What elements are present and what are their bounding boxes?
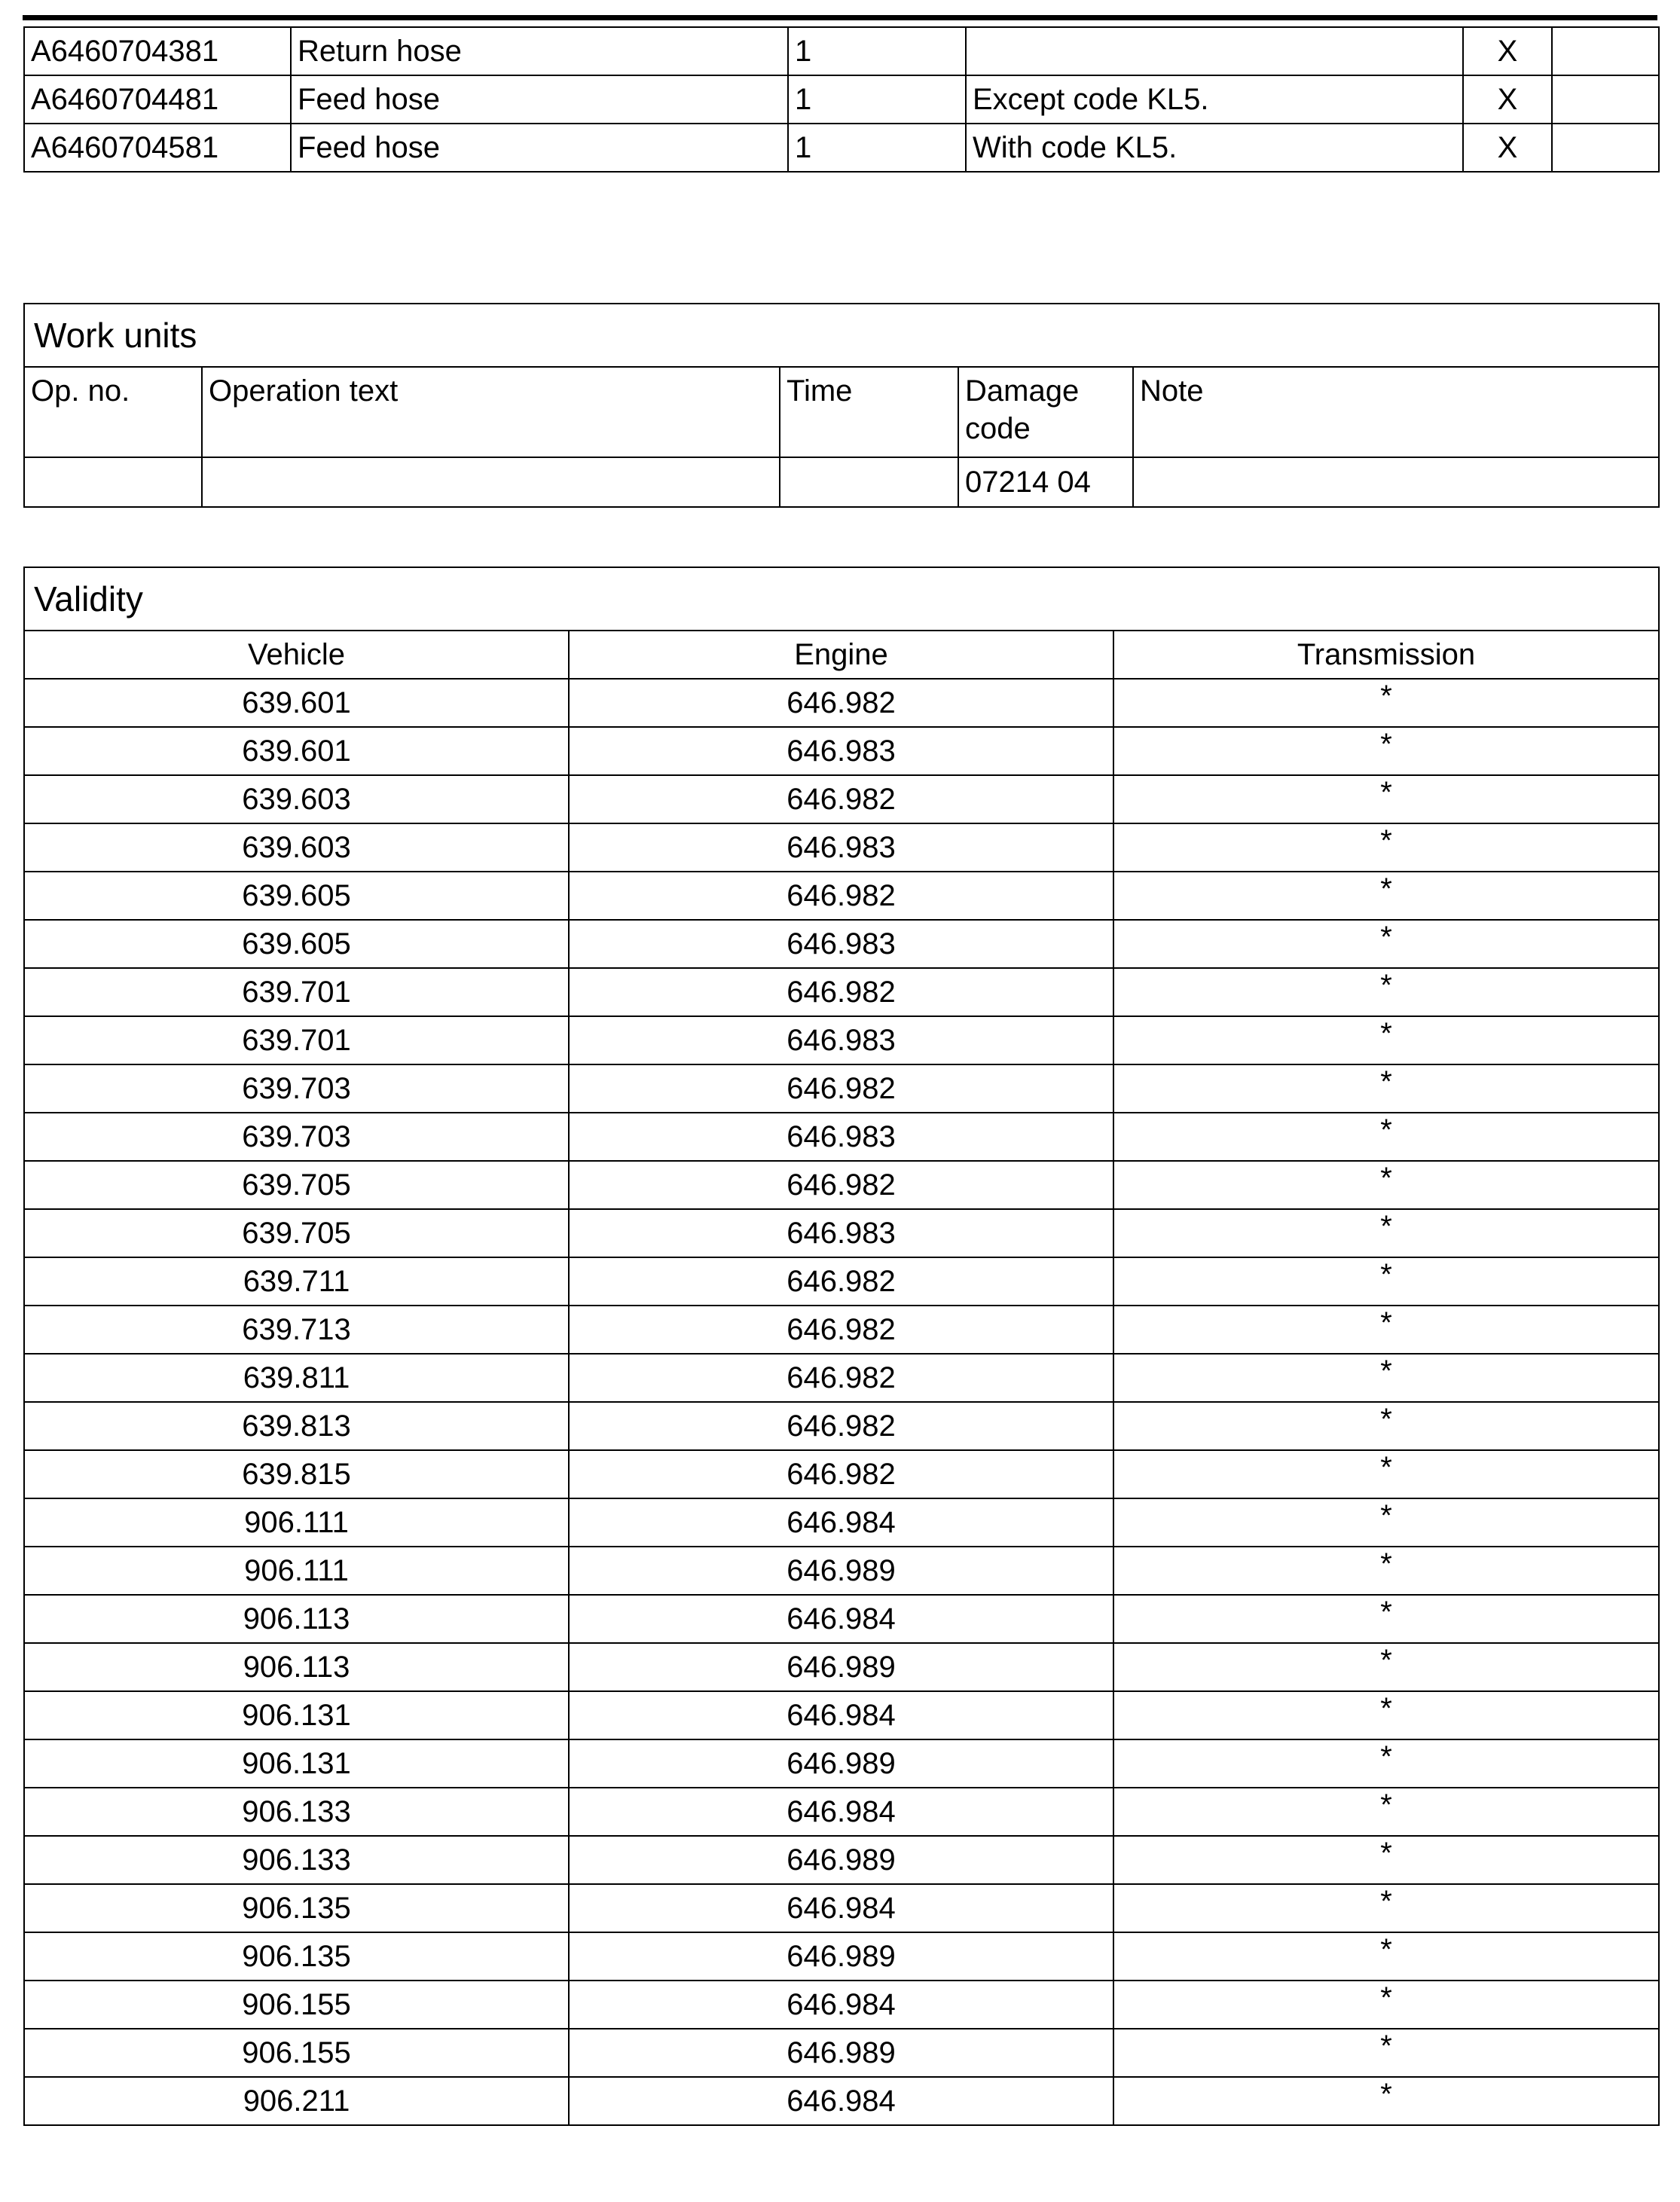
validity-row (24, 1788, 1659, 1836)
work-units-table (23, 303, 1660, 508)
engine-cell: 646.983 (569, 823, 1113, 872)
engine-cell: 646.984 (569, 2077, 1113, 2125)
description-cell: Feed hose (291, 75, 788, 124)
validity-row (24, 968, 1659, 1016)
engine-cell: 646.989 (569, 1547, 1113, 1595)
engine-cell: 646.982 (569, 1161, 1113, 1209)
vehicle-cell: 639.701 (24, 968, 569, 1016)
description-cell: Feed hose (291, 124, 788, 172)
validity-row (24, 1547, 1659, 1595)
engine-cell: 646.982 (569, 1306, 1113, 1354)
validity-row (24, 1257, 1659, 1306)
transmission-cell: * (1113, 775, 1659, 823)
validity-row (24, 775, 1659, 823)
vehicle-cell: 906.133 (24, 1788, 569, 1836)
transmission-cell: * (1113, 1402, 1659, 1450)
validity-row (24, 920, 1659, 968)
work-units-header-row (24, 367, 1659, 457)
validity-row (24, 1981, 1659, 2029)
header-time: Time (780, 367, 958, 457)
engine-cell: 646.983 (569, 1113, 1113, 1161)
validity-title: Validity (24, 567, 1659, 631)
validity-row (24, 1354, 1659, 1402)
operation-text-cell (202, 457, 780, 507)
engine-cell: 646.984 (569, 1498, 1113, 1547)
transmission-cell: * (1113, 1113, 1659, 1161)
parts-row (24, 27, 1659, 75)
part-number-cell: A6460704481 (24, 75, 291, 124)
engine-cell: 646.989 (569, 2029, 1113, 2077)
note-cell: With code KL5. (966, 124, 1463, 172)
header-damage-code: Damage code (958, 367, 1133, 457)
validity-table-body (24, 567, 1659, 2125)
transmission-cell: * (1113, 872, 1659, 920)
header-note: Note (1133, 367, 1659, 457)
validity-row (24, 1016, 1659, 1064)
op-no-cell (24, 457, 202, 507)
vehicle-cell: 906.111 (24, 1547, 569, 1595)
part-number-cell: A6460704581 (24, 124, 291, 172)
engine-cell: 646.984 (569, 1595, 1113, 1643)
header-operation-text: Operation text (202, 367, 780, 457)
transmission-cell: * (1113, 1836, 1659, 1884)
part-number-cell: A6460704381 (24, 27, 291, 75)
engine-cell: 646.982 (569, 679, 1113, 727)
transmission-cell: * (1113, 1595, 1659, 1643)
transmission-cell: * (1113, 2077, 1659, 2125)
engine-cell: 646.982 (569, 1257, 1113, 1306)
quantity-cell: 1 (788, 75, 966, 124)
validity-row (24, 1836, 1659, 1884)
transmission-cell: * (1113, 1257, 1659, 1306)
engine-cell: 646.984 (569, 1691, 1113, 1739)
vehicle-cell: 906.133 (24, 1836, 569, 1884)
transmission-cell: * (1113, 1354, 1659, 1402)
engine-cell: 646.982 (569, 872, 1113, 920)
validity-row (24, 1498, 1659, 1547)
header-vehicle: Vehicle (24, 631, 569, 679)
engine-cell: 646.982 (569, 775, 1113, 823)
transmission-cell: * (1113, 823, 1659, 872)
vehicle-cell: 906.131 (24, 1691, 569, 1739)
engine-cell: 646.989 (569, 1739, 1113, 1788)
vehicle-cell: 906.135 (24, 1932, 569, 1981)
validity-row (24, 1643, 1659, 1691)
validity-row (24, 872, 1659, 920)
vehicle-cell: 639.601 (24, 727, 569, 775)
validity-row (24, 1402, 1659, 1450)
vehicle-cell: 639.701 (24, 1016, 569, 1064)
engine-cell: 646.983 (569, 1016, 1113, 1064)
vehicle-cell: 639.703 (24, 1064, 569, 1113)
transmission-cell: * (1113, 968, 1659, 1016)
extra-cell (1552, 75, 1659, 124)
mark-cell: X (1463, 124, 1552, 172)
note-cell (966, 27, 1463, 75)
description-cell: Return hose (291, 27, 788, 75)
transmission-cell: * (1113, 1547, 1659, 1595)
extra-cell (1552, 124, 1659, 172)
vehicle-cell: 639.605 (24, 920, 569, 968)
transmission-cell: * (1113, 1161, 1659, 1209)
transmission-cell: * (1113, 1981, 1659, 2029)
vehicle-cell: 639.811 (24, 1354, 569, 1402)
transmission-cell: * (1113, 1209, 1659, 1257)
validity-row (24, 2077, 1659, 2125)
engine-cell: 646.982 (569, 1354, 1113, 1402)
validity-row (24, 1595, 1659, 1643)
vehicle-cell: 639.601 (24, 679, 569, 727)
validity-row (24, 1161, 1659, 1209)
vehicle-cell: 906.155 (24, 1981, 569, 2029)
validity-row (24, 727, 1659, 775)
transmission-cell: * (1113, 1788, 1659, 1836)
validity-row (24, 1306, 1659, 1354)
parts-row (24, 124, 1659, 172)
engine-cell: 646.982 (569, 968, 1113, 1016)
vehicle-cell: 639.815 (24, 1450, 569, 1498)
validity-header-row (24, 631, 1659, 679)
validity-row (24, 1739, 1659, 1788)
engine-cell: 646.982 (569, 1402, 1113, 1450)
parts-table (23, 26, 1660, 173)
transmission-cell: * (1113, 2029, 1659, 2077)
validity-row (24, 1113, 1659, 1161)
engine-cell: 646.983 (569, 727, 1113, 775)
work-units-title: Work units (24, 304, 1659, 367)
transmission-cell: * (1113, 1306, 1659, 1354)
transmission-cell: * (1113, 1016, 1659, 1064)
validity-table (23, 567, 1660, 2126)
transmission-cell: * (1113, 1739, 1659, 1788)
transmission-cell: * (1113, 1498, 1659, 1547)
vehicle-cell: 639.711 (24, 1257, 569, 1306)
mark-cell: X (1463, 75, 1552, 124)
transmission-cell: * (1113, 727, 1659, 775)
header-engine: Engine (569, 631, 1113, 679)
engine-cell: 646.989 (569, 1836, 1113, 1884)
transmission-cell: * (1113, 1064, 1659, 1113)
validity-row (24, 1884, 1659, 1932)
quantity-cell: 1 (788, 124, 966, 172)
vehicle-cell: 639.705 (24, 1209, 569, 1257)
damage-code-cell: 07214 04 (958, 457, 1133, 507)
engine-cell: 646.989 (569, 1932, 1113, 1981)
transmission-cell: * (1113, 920, 1659, 968)
parts-table-body (24, 27, 1659, 172)
engine-cell: 646.982 (569, 1064, 1113, 1113)
quantity-cell: 1 (788, 27, 966, 75)
vehicle-cell: 639.713 (24, 1306, 569, 1354)
parts-row (24, 75, 1659, 124)
engine-cell: 646.984 (569, 1981, 1113, 2029)
vehicle-cell: 639.703 (24, 1113, 569, 1161)
transmission-cell: * (1113, 1884, 1659, 1932)
engine-cell: 646.983 (569, 1209, 1113, 1257)
vehicle-cell: 639.603 (24, 775, 569, 823)
validity-row (24, 679, 1659, 727)
transmission-cell: * (1113, 1450, 1659, 1498)
validity-row (24, 1932, 1659, 1981)
validity-row (24, 1450, 1659, 1498)
work-units-row (24, 457, 1659, 507)
vehicle-cell: 906.113 (24, 1595, 569, 1643)
validity-row (24, 1064, 1659, 1113)
extra-cell (1552, 27, 1659, 75)
engine-cell: 646.983 (569, 920, 1113, 968)
validity-row (24, 2029, 1659, 2077)
note-cell (1133, 457, 1659, 507)
engine-cell: 646.984 (569, 1884, 1113, 1932)
vehicle-cell: 639.603 (24, 823, 569, 872)
vehicle-cell: 906.135 (24, 1884, 569, 1932)
vehicle-cell: 906.131 (24, 1739, 569, 1788)
vehicle-cell: 639.705 (24, 1161, 569, 1209)
transmission-cell: * (1113, 1691, 1659, 1739)
header-transmission: Transmission (1113, 631, 1659, 679)
engine-cell: 646.982 (569, 1450, 1113, 1498)
vehicle-cell: 639.605 (24, 872, 569, 920)
validity-row (24, 1209, 1659, 1257)
mark-cell: X (1463, 27, 1552, 75)
transmission-cell: * (1113, 1643, 1659, 1691)
transmission-cell: * (1113, 679, 1659, 727)
validity-row (24, 1691, 1659, 1739)
vehicle-cell: 906.111 (24, 1498, 569, 1547)
top-rule (23, 15, 1657, 20)
vehicle-cell: 906.155 (24, 2029, 569, 2077)
engine-cell: 646.984 (569, 1788, 1113, 1836)
validity-row (24, 823, 1659, 872)
engine-cell: 646.989 (569, 1643, 1113, 1691)
vehicle-cell: 639.813 (24, 1402, 569, 1450)
time-cell (780, 457, 958, 507)
note-cell: Except code KL5. (966, 75, 1463, 124)
vehicle-cell: 906.113 (24, 1643, 569, 1691)
transmission-cell: * (1113, 1932, 1659, 1981)
header-op-no: Op. no. (24, 367, 202, 457)
vehicle-cell: 906.211 (24, 2077, 569, 2125)
